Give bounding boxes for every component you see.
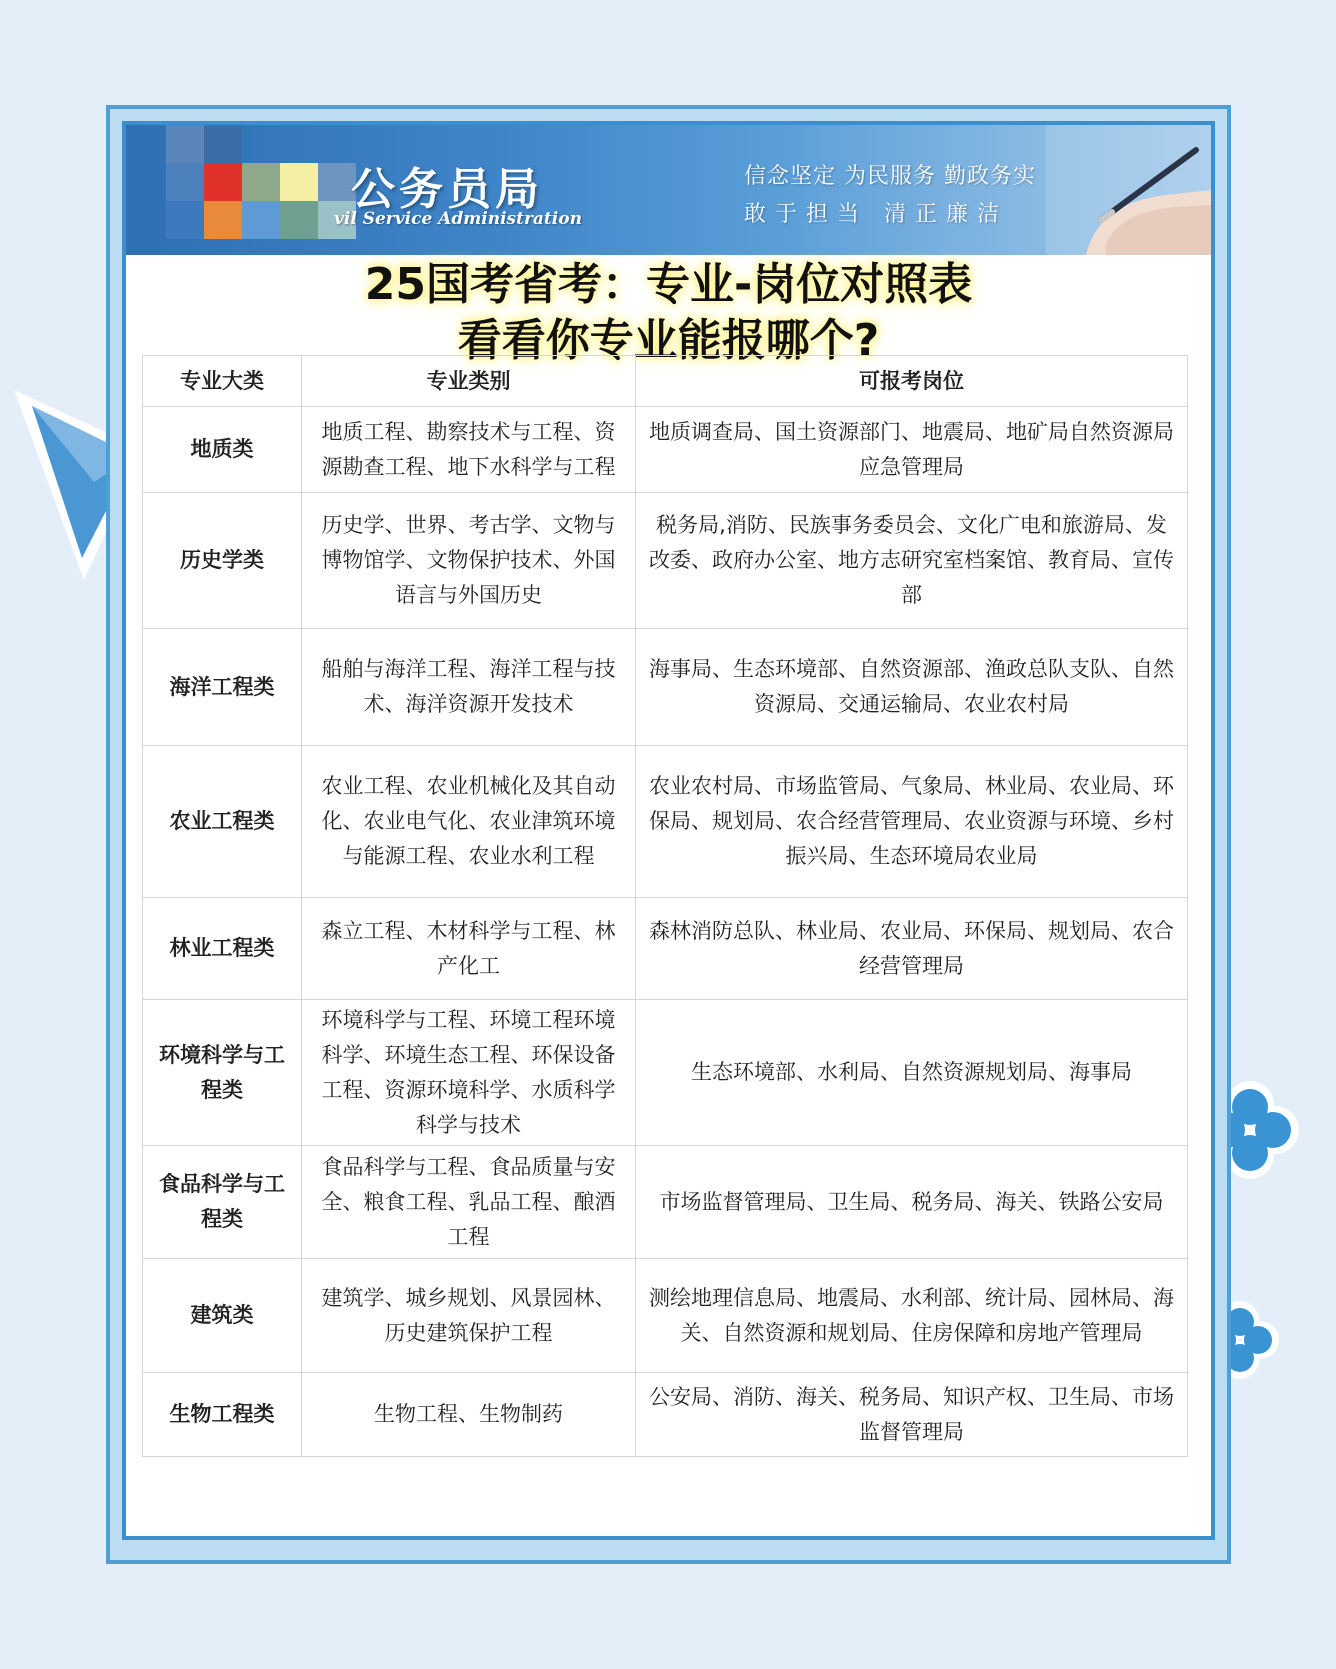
positions-cell: 生态环境部、水利局、自然资源规划局、海事局 (636, 1000, 1188, 1146)
column-header: 专业大类 (143, 356, 302, 407)
category-cell: 环境科学与工程类 (143, 1000, 302, 1146)
majors-cell: 建筑学、城乡规划、风景园林、历史建筑保护工程 (302, 1259, 636, 1373)
majors-cell: 森立工程、木材科学与工程、林产化工 (302, 898, 636, 1000)
positions-cell: 森林消防总队、林业局、农业局、环保局、规划局、农合经营管理局 (636, 898, 1188, 1000)
table-row (143, 629, 1188, 746)
writing-hand-icon (1046, 125, 1211, 255)
column-header: 专业类别 (302, 356, 636, 407)
category-cell: 农业工程类 (143, 746, 302, 898)
table-row (143, 1146, 1188, 1259)
category-cell: 林业工程类 (143, 898, 302, 1000)
majors-cell: 环境科学与工程、环境工程环境科学、环境生态工程、环保设备工程、资源环境科学、水质科学科学与技术 (302, 1000, 636, 1146)
table-row (143, 1259, 1188, 1373)
pixelated-logo (166, 125, 356, 255)
table-row (143, 898, 1188, 1000)
majors-cell: 船舶与海洋工程、海洋工程与技术、海洋资源开发技术 (302, 629, 636, 746)
banner-slogan: 敢于担当 清正廉洁 (744, 202, 1008, 227)
table-header-row (143, 356, 1188, 407)
banner-title: 公务员局 (351, 164, 543, 215)
header-banner (126, 125, 1211, 255)
category-cell: 海洋工程类 (143, 629, 302, 746)
positions-cell: 农业农村局、市场监管局、气象局、林业局、农业局、环保局、规划局、农合经营管理局、农业资源与环境、乡村振兴局、生态环境局农业局 (636, 746, 1188, 898)
positions-cell: 公安局、消防、海关、税务局、知识产权、卫生局、市场监督管理局 (636, 1373, 1188, 1457)
category-cell: 生物工程类 (143, 1373, 302, 1457)
category-cell: 食品科学与工程类 (143, 1146, 302, 1259)
positions-cell: 税务局,消防、民族事务委员会、文化广电和旅游局、发改委、政府办公室、地方志研究室档案馆、教育局、宣传部 (636, 493, 1188, 629)
major-position-table (142, 355, 1188, 1457)
majors-cell: 农业工程、农业机械化及其自动化、农业电气化、农业津筑环境与能源工程、农业水利工程 (302, 746, 636, 898)
positions-cell: 测绘地理信息局、地震局、水利部、统计局、园林局、海关、自然资源和规划局、住房保障和房地产管理局 (636, 1259, 1188, 1373)
title-line-2: 看看你专业能报哪个? (457, 315, 880, 366)
column-header: 可报考岗位 (636, 356, 1188, 407)
category-cell: 地质类 (143, 407, 302, 493)
majors-cell: 地质工程、勘察技术与工程、资源勘查工程、地下水科学与工程 (302, 407, 636, 493)
table-row (143, 746, 1188, 898)
table-row (143, 1373, 1188, 1457)
category-cell: 建筑类 (143, 1259, 302, 1373)
majors-cell: 食品科学与工程、食品质量与安全、粮食工程、乳品工程、酿酒工程 (302, 1146, 636, 1259)
banner-slogan: 信念坚定 为民服务 勤政务实 (744, 164, 1036, 189)
majors-cell: 生物工程、生物制药 (302, 1373, 636, 1457)
title-line-1: 25国考省考：专业-岗位对照表 (364, 259, 973, 310)
document-card (122, 121, 1215, 1540)
table-row (143, 407, 1188, 493)
page-title (126, 257, 1211, 369)
positions-cell: 市场监督管理局、卫生局、税务局、海关、铁路公安局 (636, 1146, 1188, 1259)
table-row (143, 493, 1188, 629)
banner-subtitle: vil Service Administration (334, 209, 582, 229)
category-cell: 历史学类 (143, 493, 302, 629)
positions-cell: 海事局、生态环境部、自然资源部、渔政总队支队、自然资源局、交通运输局、农业农村局 (636, 629, 1188, 746)
positions-cell: 地质调查局、国土资源部门、地震局、地矿局自然资源局应急管理局 (636, 407, 1188, 493)
majors-cell: 历史学、世界、考古学、文物与博物馆学、文物保护技术、外国语言与外国历史 (302, 493, 636, 629)
table-row (143, 1000, 1188, 1146)
